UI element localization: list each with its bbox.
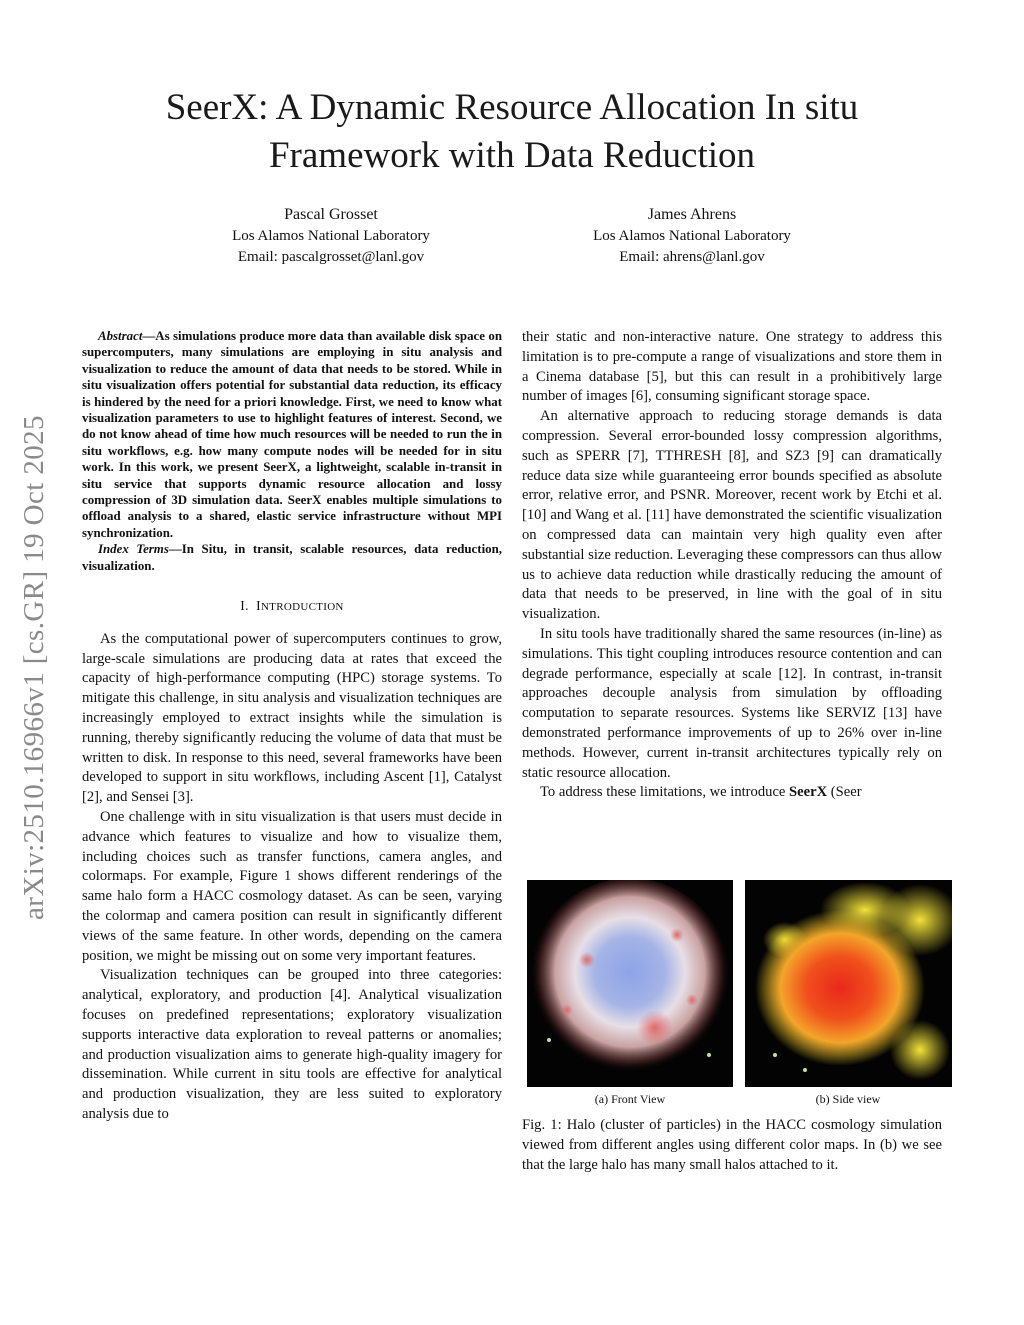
author-name: James Ahrens <box>647 206 737 223</box>
paragraph: In situ tools have traditionally shared the same resources (in-line) as simulations. This tight coupling introduces resource contention and can degrade performance, especially at scale [12]. In contrast, in-transit approaches decouple analysis from simulation by offloading computation to separate resources. Systems like SERVIZ [13] have demonstrated performance improvements of up to 26% over in-line methods. However, current in-transit architectures typically rely on static resource allocation. <box>522 625 942 781</box>
index-terms-label: Index Terms <box>98 542 169 557</box>
intro-body-right <box>522 328 942 803</box>
paragraph: Visualization techniques can be grouped into three categories: analytical, exploratory, and production [4]. Analytical visualization focuses on predefined representations; exploratory visualization supports interactive data exploration to reveal patterns or anomalies; and production visualization aims to generate high-quality imagery for dissemination. While current in situ tools are effective for analytical and production visualization, they are less suited to exploratory analysis due to <box>82 967 502 1123</box>
abstract-text: —As simulations produce more data than available disk space on supercomputers, many simulations are employing in situ analysis and visualization to reduce the amount of data that needs to be stored. While in situ visualization offers potential for substantial data reduction, its efficacy is hindered by the need for a priori knowledge. First, we need to know what visualization parameters to use to highlight features of interest. Second, we do not know ahead of time how much resources will be needed to run the in situ workflows, e.g. how many compute nodes will be needed for in situ work. In this work, we present SeerX, a lightweight, scalable in-transit in situ service that supports dynamic resource allocation and lossy compression of 3D simulation data. SeerX enables multiple simulations to offload analysis to a shared, elastic service infrastructure without MPI synchronization. <box>82 329 502 540</box>
left-column <box>82 328 502 1125</box>
subcaption-b: (b) Side view <box>815 1092 881 1106</box>
paragraph: As the computational power of supercomputers continues to grow, large-scale simulations are producing data at rates that exceed the capacity of high-performance computing (HPC) storage systems. To mitigate this challenge, in situ analysis and visualization techniques are increasingly employed to extract insights while the simulation is running, thereby significantly reducing the volume of data that must be written to disk. In response to this need, several frameworks have been developed to support in situ workflows, including Ascent [1], Catalyst [2], and Sensei [3]. <box>82 630 502 806</box>
arxiv-identifier: arXiv:2510.16966v1 [cs.GR] 19 Oct 2025 <box>17 414 50 920</box>
author-name: Pascal Grosset <box>284 206 378 223</box>
author-email: Email: pascalgrosset@lanl.gov <box>237 249 425 265</box>
author-email: Email: ahrens@lanl.gov <box>619 249 765 265</box>
paragraph: One challenge with in situ visualization is that users must decide in advance which features to visualize and how to visualize them, including choices such as transfer functions, camera angles, and colormaps. For example, Figure 1 shows different renderings of the same halo form a HACC cosmology dataset. As can be seen, varying the colormap and camera position can result in significantly different views of the same feature. In other words, depending on the camera position, we might be missing out on some very important features. <box>82 809 502 964</box>
intro-body-left <box>82 630 502 1125</box>
paragraph: their static and non-interactive nature. One strategy to address this limitation is to pre-compute a range of visualizations and store them in a Cinema database [5], but this can result in a prohibitively large number of images [6], consuming significant storage space. <box>522 329 942 405</box>
subcaption-a: (a) Front View <box>594 1092 666 1106</box>
abstract-label: Abstract <box>98 329 143 343</box>
author-affiliation: Los Alamos National Laboratory <box>232 228 430 244</box>
paragraph: An alternative approach to reducing storage demands is data compression. Several error-bounded lossy compression algorithms, such as SPERR [7], TTHRESH [8], and SZ3 [9] can dramatically reduce data size while guaranteeing error bounds specified as absolute error, relative error, and PSNR. Moreover, recent work by Etchi et al. [10] and Wang et al. [11] have demonstrated the scientific visualization on compressed data can maintain very high quality even after substantial size reduction. Leveraging these compressors can thus allow us to achieve data reduction while drastically reducing the amount of data that needs to be preserved, in line with the goal of in situ visualization. <box>522 408 942 623</box>
index-terms-text: —In Situ, in transit, scalable resources, data reduction, visualization. <box>82 542 502 573</box>
paragraph: To address these limitations, we introduce SeerX (Seer <box>540 784 862 801</box>
author-2 <box>522 204 862 268</box>
figure-caption: Fig. 1: Halo (cluster of particles) in the HACC cosmology simulation viewed from different angles using different color maps. In (b) we see that the large halo has many small halos attached to it. <box>522 1117 942 1173</box>
author-1 <box>161 204 501 268</box>
front-view-image <box>527 880 733 1087</box>
paper-title: SeerX: A Dynamic Resource Allocation In situ Framework with Data Reduction <box>165 87 859 176</box>
right-column <box>522 328 942 803</box>
side-view-image <box>745 880 952 1087</box>
abstract <box>82 328 502 574</box>
author-affiliation: Los Alamos National Laboratory <box>593 228 791 244</box>
section-heading: I. INTRODUCTION <box>240 598 344 614</box>
